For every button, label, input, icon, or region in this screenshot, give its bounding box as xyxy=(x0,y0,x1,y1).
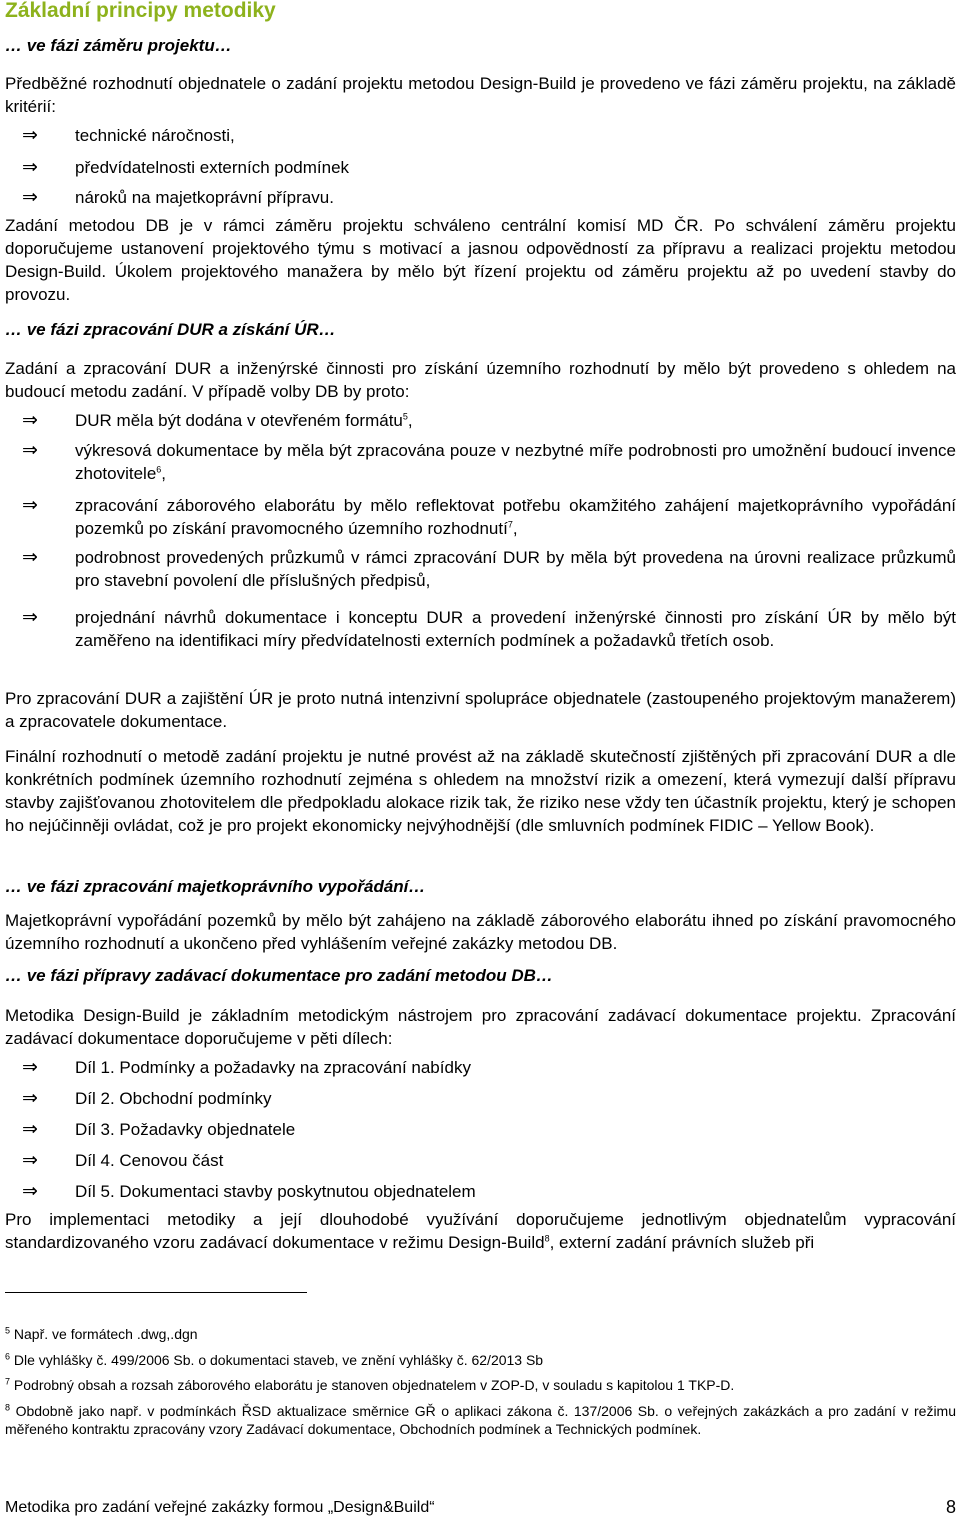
section-heading-zamer: … ve fázi záměru projektu… xyxy=(5,36,232,55)
footnote: $^5$ Např. ve formátech .dwg,.dgn xyxy=(5,1325,198,1342)
list-item: ⇒ zpracování záborového elaborátu by mělo reflektovat potřebu okamžitého zahájení majetkoprávního vypořádání pozemků po získání pravomocného územního rozhodnutí$^7$, xyxy=(22,494,956,538)
double-arrow-right-icon: ⇒ xyxy=(22,1087,38,1109)
paragraph-spoluprace: Pro zpracování DUR a zajištění ÚR je proto nutná intenzivní spolupráce objednatele (zastoupeného projektovým manažerem) a zpracovatele dokumentace. xyxy=(5,689,956,731)
double-arrow-right-icon: ⇒ xyxy=(22,546,38,568)
section-heading-zadavaci: … ve fázi přípravy zadávací dokumentace pro zadání metodou DB… xyxy=(5,966,553,985)
footnote-ref: 6 xyxy=(156,464,162,475)
page-footer: Metodika pro zadání veřejné zakázky formou „Design&Build“ xyxy=(5,1499,435,1516)
list-item: ⇒ nároků na majetkoprávní přípravu. xyxy=(22,186,334,208)
double-arrow-right-icon: ⇒ xyxy=(22,124,38,146)
section-heading-majetkopravni: … ve fázi zpracování majetkoprávního vypořádání… xyxy=(5,877,426,896)
list-item: ⇒ Díl 2. Obchodní podmínky xyxy=(22,1087,272,1109)
double-arrow-right-icon: ⇒ xyxy=(22,186,38,208)
list-item: ⇒ Díl 1. Podmínky a požadavky na zpracování nabídky xyxy=(22,1056,471,1078)
paragraph-intro-dur: Zadání a zpracování DUR a inženýrské činnosti pro získání územního rozhodnutí by mělo být provedeno s ohledem na budoucí metodu zadání. V případě volby DB by proto: xyxy=(5,359,956,401)
list-item: ⇒ DUR měla být dodána v otevřeném formátu$^5$, xyxy=(22,409,413,431)
footnote: $^6$ Dle vyhlášky č. 499/2006 Sb. o dokumentaci staveb, ve znění vyhlášky č. 62/2013 Sb xyxy=(5,1351,544,1368)
double-arrow-right-icon: ⇒ xyxy=(22,409,38,431)
section-heading-dur: … ve fázi zpracování DUR a získání ÚR… xyxy=(5,320,336,339)
paragraph-implementace: Pro implementaci metodiky a její dlouhodobé využívání doporučujeme jednotlivým objednatelům vypracování standardizovaného vzoru zadávací dokumentace v režimu Design-Build$^8$, externí zadání právních služeb při xyxy=(5,1210,956,1252)
paragraph-intro-zadavaci: Metodika Design-Build je základním metodickým nástrojem pro zpracování zadávací dokumentace projektu. Zpracování zadávací dokumentace doporučujeme v pěti dílech: xyxy=(5,1006,956,1048)
double-arrow-right-icon: ⇒ xyxy=(22,156,38,178)
paragraph-intro-zamer: Předběžné rozhodnutí objednatele o zadání projektu metodou Design-Build je provedeno ve fázi záměru projektu, na základě kritérií: xyxy=(5,74,956,116)
double-arrow-right-icon: ⇒ xyxy=(22,494,38,516)
footnote-ref: 7 xyxy=(507,519,513,530)
footnote-ref: 8 xyxy=(544,1233,550,1244)
paragraph-finalni-rozhodnuti: Finální rozhodnutí o metodě zadání projektu je nutné provést až na základě skutečností zjištěných při zpracování DUR a dle konkrétních podmínek územního rozhodnutí zejména s ohledem na množství rizik a omezení, která vymezují další přípravu stavby zajišťovanou zhotovitelem dle předpokladu alokace rizik tak, že riziko nese vždy ten účastník projektu, který je schopen ho nejúčinněji ovládat, což je pro projekt ekonomicky nejvýhodnější (dle smluvních podmínek FIDIC – Yellow Book). xyxy=(5,747,956,835)
footnote: $^8$ Obdobně jako např. v podmínkách ŘSD aktualizace směrnice GŘ o aplikaci zákona č. 137/2006 Sb. o veřejných zakázkách a pro zadání v režimu měřeného kontraktu zpracovány vzory Zadávací dokumentace, Obchodních podmínek a Technických podmínek. xyxy=(5,1402,957,1437)
page-number: 8 xyxy=(945,1497,956,1517)
list-item: ⇒ předvídatelnosti externích podmínek xyxy=(22,156,350,178)
list-item: ⇒ Díl 3. Požadavky objednatele xyxy=(22,1118,296,1140)
double-arrow-right-icon: ⇒ xyxy=(22,439,38,461)
double-arrow-right-icon: ⇒ xyxy=(22,1180,38,1202)
double-arrow-right-icon: ⇒ xyxy=(22,606,38,628)
double-arrow-right-icon: ⇒ xyxy=(22,1056,38,1078)
double-arrow-right-icon: ⇒ xyxy=(22,1149,38,1171)
list-item: ⇒ projednání návrhů dokumentace i konceptu DUR a provedení inženýrské činnosti pro získání ÚR by mělo být zaměřeno na identifikaci míry předvídatelnosti externích podmínek a požadavků třetích osob. xyxy=(22,606,956,650)
double-arrow-right-icon: ⇒ xyxy=(22,1118,38,1140)
list-item: ⇒ technické náročnosti, xyxy=(22,124,235,146)
page-title: Základní principy metodiky xyxy=(5,0,276,22)
footnote-divider xyxy=(5,1292,307,1293)
paragraph-schvaleni: Zadání metodou DB je v rámci záměru projektu schváleno centrální komisí MD ČR. Po schválení záměru projektu doporučujeme ustanovení projektového týmu s motivací a jasnou odpovědností za přípravu a realizaci projektu metodou Design-Build. Úkolem projektového manažera by mělo být řízení projektu od záměru projektu až po uvedení stavby do provozu. xyxy=(5,216,956,304)
list-item: ⇒ Díl 5. Dokumentaci stavby poskytnutou objednatelem xyxy=(22,1180,476,1202)
footnote: $^7$ Podrobný obsah a rozsah záborového elaborátu je stanoven objednatelem v ZOP-D, v souladu s kapitolou 1 TKP-D. xyxy=(5,1376,735,1393)
list-item: ⇒ výkresová dokumentace by měla být zpracována pouze v nezbytné míře podrobnosti pro umožnění budoucí invence zhotovitele$^6$, xyxy=(22,439,956,483)
paragraph-majetkopravni: Majetkoprávní vypořádání pozemků by mělo být zahájeno na základě záborového elaborátu ihned po získání pravomocného územního rozhodnutí a ukončeno před vyhlášením veřejné zakázky metodou DB. xyxy=(5,911,956,953)
footnote-ref: 5 xyxy=(402,411,408,422)
list-item: ⇒ Díl 4. Cenovou část xyxy=(22,1149,224,1171)
list-item: ⇒ podrobnost provedených průzkumů v rámci zpracování DUR by měla být provedena na úrovni realizace průzkumů pro stavební povolení dle příslušných předpisů, xyxy=(22,546,956,590)
